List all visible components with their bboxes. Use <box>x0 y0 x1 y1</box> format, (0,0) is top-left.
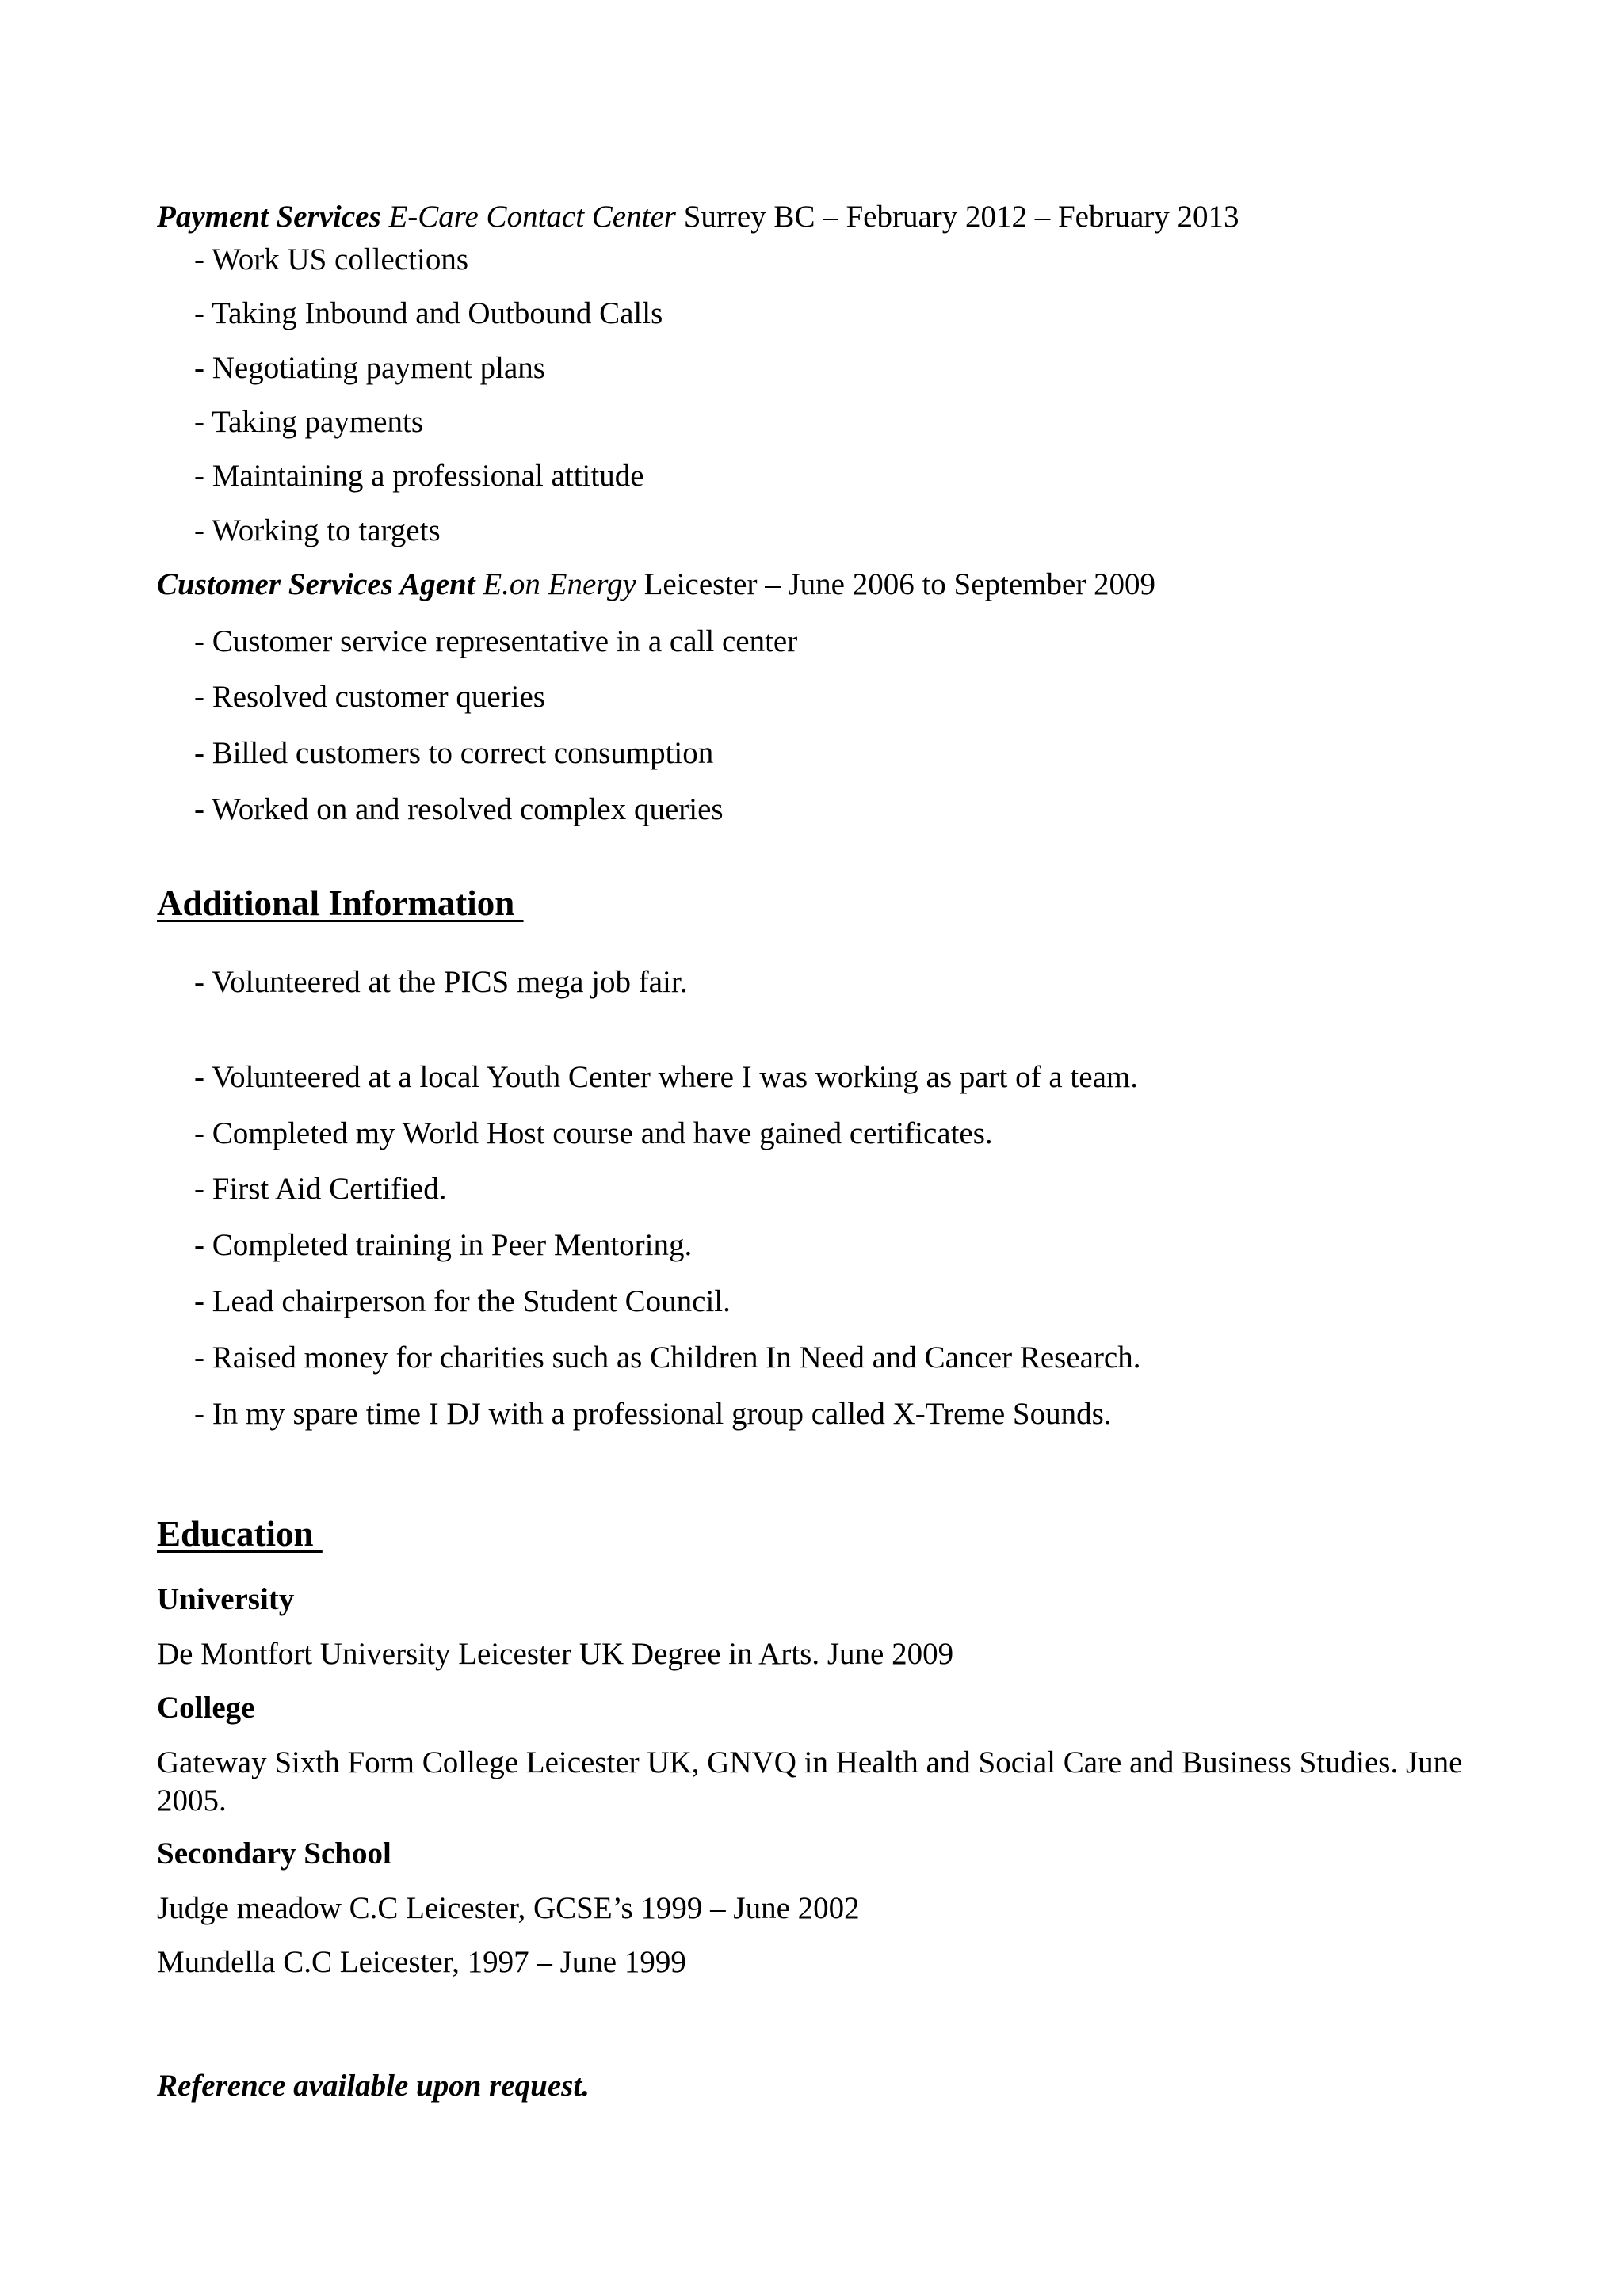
job-title: Payment Services <box>157 200 381 234</box>
education-entry-secondary: Judge meadow C.C Leicester, GCSE’s 1999 – June 2002 <box>157 1891 860 1925</box>
job-title: Customer Services Agent <box>157 567 475 601</box>
job-heading-customer-services <box>157 566 1155 604</box>
education-label-secondary: Secondary School <box>157 1836 391 1871</box>
section-heading-additional-information: Additional Information <box>157 883 524 923</box>
duty-item: - Maintaining a professional attitude <box>194 459 644 493</box>
additional-item <box>194 963 687 1001</box>
duty-item: - Negotiating payment plans <box>194 351 545 385</box>
job-employer: E.on Energy <box>483 567 636 601</box>
duty-item: - Taking payments <box>194 405 423 439</box>
reference-note: Reference available upon request. <box>157 2069 590 2103</box>
education-entry-university: De Montfort University Leicester UK Degree in Arts. June 2009 <box>157 1637 954 1671</box>
job-heading-payment-services <box>157 198 1239 236</box>
bold-dash: - <box>194 965 204 999</box>
education-entry-college: Gateway Sixth Form College Leicester UK, GNVQ in Health and Social Care and Business Studies. June 2005. <box>157 1745 1463 1817</box>
education-label-college: College <box>157 1691 255 1725</box>
section-heading-education: Education <box>157 1514 323 1554</box>
additional-item: - First Aid Certified. <box>194 1172 447 1206</box>
duty-item: - Billed customers to correct consumption <box>194 736 714 770</box>
duty-item: - Resolved customer queries <box>194 680 545 714</box>
additional-item: - Completed training in Peer Mentoring. <box>194 1228 693 1262</box>
duty-item: - Working to targets <box>194 513 441 547</box>
duty-item: - Worked on and resolved complex queries <box>194 792 724 826</box>
additional-item: - In my spare time I DJ with a professional group called X-Treme Sounds. <box>194 1397 1112 1431</box>
duty-item: - Taking Inbound and Outbound Calls <box>194 296 663 330</box>
job-employer: E-Care Contact Center <box>388 200 676 234</box>
duty-item: - Work US collections <box>194 242 469 277</box>
additional-item-text: Volunteered at the PICS mega job fair. <box>204 965 688 999</box>
job-details: Leicester – June 2006 to September 2009 <box>643 567 1156 601</box>
additional-item: - Volunteered at a local Youth Center where I was working as part of a team. <box>194 1060 1138 1094</box>
education-label-university: University <box>157 1582 295 1616</box>
additional-item: - Completed my World Host course and have gained certificates. <box>194 1116 993 1150</box>
additional-item: - Lead chairperson for the Student Council. <box>194 1284 731 1318</box>
additional-item: - Raised money for charities such as Children In Need and Cancer Research. <box>194 1341 1141 1375</box>
duty-item: - Customer service representative in a call center <box>194 624 798 658</box>
job-details: Surrey BC – February 2012 – February 2013 <box>683 200 1239 234</box>
education-entry-secondary: Mundella C.C Leicester, 1997 – June 1999 <box>157 1945 686 1979</box>
